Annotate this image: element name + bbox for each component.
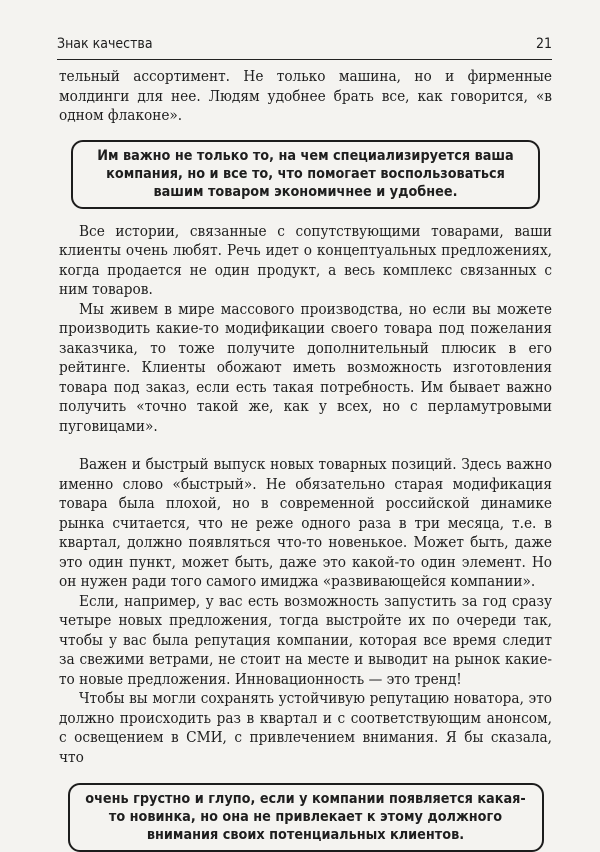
- page-number: 21: [535, 36, 552, 52]
- paragraph: Чтобы вы могли сохранять устойчивую репутацию новатора, это должно происходить раз в квартал и с соответствующим анонсом, с освещением в СМИ, с привлечением внимания. Я бы сказала, что: [59, 689, 552, 766]
- paragraph-continuation: тельный ассортимент. Не только машина, но и фирменные молдинги для нее. Людям удобнее брать все, как говорится, «в одном флаконе».: [59, 67, 552, 124]
- paragraph-gap: [59, 436, 552, 455]
- paragraph: Все истории, связанные с сопутствующими товарами, ваши клиенты очень любят. Речь идет о концептуальных предложениях, когда продается не один продукт, а весь комплекс связанных с ним товаров.: [59, 221, 552, 298]
- paragraph: Мы живем в мире массового производства, но если вы можете производить какие-то модификации своего товара под пожелания заказчика, то тоже получите дополнительный плюсик в его рейтинге. Клиенты обожают иметь возможность изготовления товара под заказ, если есть такая потребность. Им бывает важно получить «точно такой же, как у всех, но с перламутровыми пуговицами».: [59, 299, 552, 435]
- chapter-title: Знак качества: [57, 36, 153, 52]
- paragraph: Важен и быстрый выпуск новых товарных позиций. Здесь важно именно слово «быстрый». Не обязательно старая модификация товара была плохой, но в современной российской динамике рынка считается, что не реже одного раза в три месяца, т.е. в квартал, должно появляться что-то новенькое. Может быть, даже это один пункт, может быть, даже это какой-то один элемент. Но он нужен ради того самого имиджа «развивающейся компании».: [59, 455, 552, 590]
- callout-box-top: Им важно не только то, на чем специализируется ваша компания, но и все то, что помогает воспользоваться вашим товаром экономичнее и удобнее.: [71, 140, 540, 209]
- page-body: [59, 67, 552, 852]
- paragraph: Если, например, у вас есть возможность запустить за год сразу четыре новых предложения, тогда выстройте их по очереди так, чтобы у вас была репутация компании, которая все время следит за свежими ветрами, не стоит на месте и выводит на рынок какие-то новые предложения. Инновационность — это тренд!: [59, 591, 552, 688]
- header-rule: [57, 59, 552, 60]
- callout-box-bottom: очень грустно и глупо, если у компании появляется какая-то новинка, но она не привлекает к этому должного внимания своих потенциальных клиентов.: [68, 783, 544, 852]
